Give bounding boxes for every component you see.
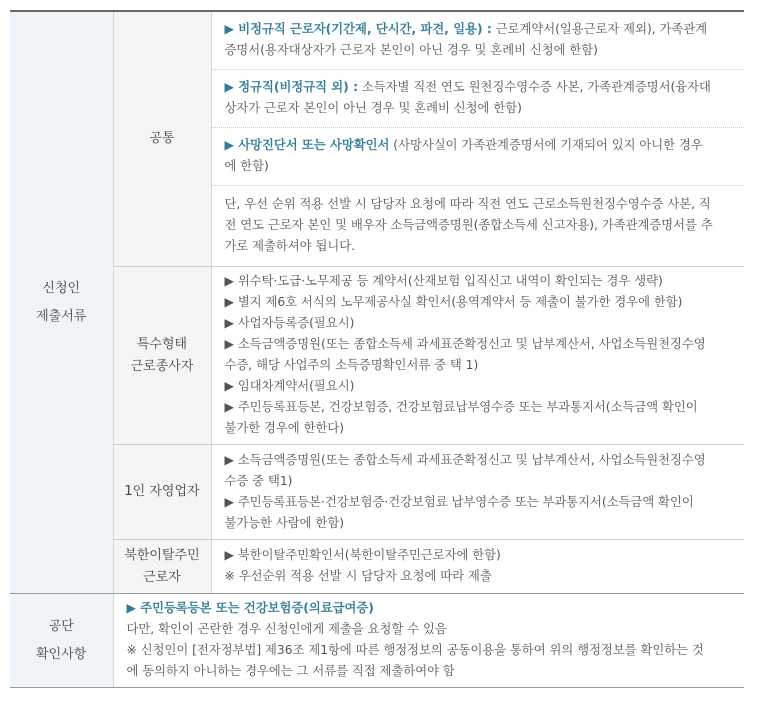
defector-line-2: ※ 우선순위 적용 선발 시 담당자 요청에 따라 제출 xyxy=(224,569,492,583)
death-certificate-text: (사망사실이 가족관계증명서에 기재되어 있지 아니한 경우 xyxy=(389,138,703,152)
irregular-worker-text: 근로계약서(일용근로자 제외), 가족관계 xyxy=(491,22,708,36)
self-employed-subheader xyxy=(113,445,211,540)
special-line-5: 수증, 해당 사업주의 소득증명확인서류 중 택 1) xyxy=(224,358,479,372)
special-line-3: ▶ 사업자등록증(필요시) xyxy=(224,316,355,330)
irregular-worker-title: 비정규직 근로자(기간제, 단시간, 파견, 일용) : xyxy=(238,22,492,36)
self-employed-line-1: ▶ 소득금액증명원(또는 종합소득세 과세표준확정신고 및 납부계산서, 사업소득원천징수영 xyxy=(224,453,706,467)
defector-label-line1: 북한이탈주민 xyxy=(124,547,200,563)
common-note xyxy=(211,186,744,267)
applicant-documents-header xyxy=(10,11,113,594)
special-line-2: ▶ 별지 제6호 서식의 노무제공사실 확인서(용역계약서 등 제출이 불가한 경우에 한함) xyxy=(224,295,683,309)
common-subheader xyxy=(113,11,211,267)
arrow-icon: ▶ xyxy=(224,138,234,152)
self-employed-line-3: ▶ 주민등록표등본·건강보험증·건강보험료 납부영수증 또는 부과통지서(소득금액 확인이 xyxy=(224,495,694,509)
self-employed-label: 1인 자영업자 xyxy=(124,484,200,499)
regular-worker-title: 정규직(비정규직 외) : xyxy=(238,80,359,94)
self-employed-line-4: 불가능한 사람에 한함) xyxy=(224,516,345,530)
applicant-label-line1: 신청인 xyxy=(42,280,81,296)
special-worker-subheader xyxy=(113,267,211,445)
arrow-icon: ▶ xyxy=(224,80,234,94)
defector-line-1: ▶ 북한이탈주민확인서(북한이탈주민근로자에 한함) xyxy=(224,548,501,562)
agency-label-line2: 확인사항 xyxy=(36,646,87,662)
regular-worker-text: 소득자별 직전 연도 원천징수영수증 사본, 가족관계증명서(융자대 xyxy=(358,80,711,94)
agency-title: ▶ 주민등록등본 또는 건강보험증(의료급여증) xyxy=(126,601,374,615)
common-item-regular xyxy=(211,70,744,128)
agency-line-2: ※ 신청인이 [전자정부법] 제36조 제1항에 따른 행정정보의 공동이용을 통하여 위의 행정정보를 확인하는 것 xyxy=(126,643,704,657)
defector-documents xyxy=(211,540,744,594)
defector-label-line2: 근로자 xyxy=(143,569,181,585)
agency-line-1: 다만, 확인이 곤란한 경우 신청인에게 제출을 요청할 수 있음 xyxy=(126,622,447,636)
required-documents-table xyxy=(10,10,744,688)
death-certificate-title: 사망진단서 또는 사망확인서 xyxy=(238,138,390,152)
common-item-death xyxy=(211,128,744,186)
defector-subheader xyxy=(113,540,211,594)
special-line-7: ▶ 주민등록표등본, 건강보험증, 건강보험료납부영수증 또는 부과통지서(소득금액 확인이 xyxy=(224,400,698,414)
common-note-line3: 가로 제출하셔야 됩니다. xyxy=(224,239,356,253)
agency-line-3: 에 동의하지 아니하는 경우에는 그 서류를 직접 제출하여야 함 xyxy=(126,664,455,678)
regular-worker-text-line2: 상자가 근로자 본인이 아닌 경우 및 혼례비 신청에 한함) xyxy=(224,101,522,115)
agency-check-header xyxy=(10,594,113,688)
self-employed-documents xyxy=(211,445,744,540)
arrow-icon: ▶ xyxy=(224,22,234,36)
special-label-line1: 특수형태 xyxy=(136,336,188,352)
special-label-line2: 근로종사자 xyxy=(130,358,194,374)
special-line-6: ▶ 임대차계약서(필요시) xyxy=(224,379,355,393)
special-line-1: ▶ 위수탁·도급·노무제공 등 계약서(산재보험 입직신고 내역이 확인되는 경우 생략) xyxy=(224,274,663,288)
death-certificate-text-line2: 에 한함) xyxy=(224,159,269,173)
special-line-8: 불가한 경우에 한한다) xyxy=(224,421,345,435)
agency-check-content xyxy=(113,594,744,688)
common-label: 공통 xyxy=(149,131,175,146)
special-line-4: ▶ 소득금액증명원(또는 종합소득세 과세표준확정신고 및 납부계산서, 사업소득원천징수영 xyxy=(224,337,706,351)
irregular-worker-text-line2: 증명서(용자대상자가 근로자 본인이 아닌 경우 및 혼례비 신청에 한함) xyxy=(224,43,598,57)
common-note-line1: 단, 우선 순위 적용 선발 시 담당자 요청에 따라 직전 연도 근로소득원천징수영수증 사본, 직 xyxy=(224,197,711,211)
common-item-irregular xyxy=(211,11,744,70)
applicant-label-line2: 제출서류 xyxy=(36,308,87,324)
agency-label-line1: 공단 xyxy=(48,618,74,634)
special-worker-documents xyxy=(211,267,744,445)
common-note-line2: 전 연도 근로자 본인 및 배우자 소득금액증명원(종합소득세 신고자용), 가족관계증명서를 추 xyxy=(224,218,713,232)
self-employed-line-2: 수증 중 택1) xyxy=(224,474,293,488)
